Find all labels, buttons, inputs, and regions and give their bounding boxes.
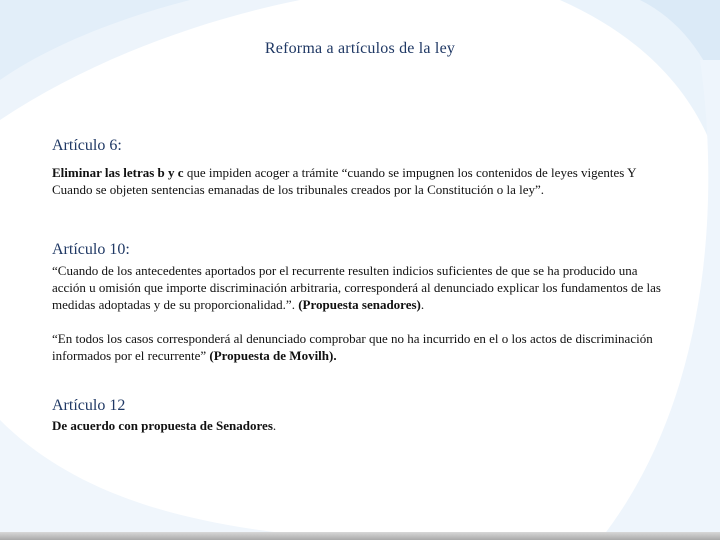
article-10-p2-body: “En todos los casos corresponderá al denunciado comprobar que no ha incurrido en el o los actos de discriminación informados por el recurrente” (52, 331, 653, 363)
bottom-bar (0, 532, 720, 540)
article-12-text (52, 417, 672, 434)
article-6-heading: Artículo 6: (52, 137, 122, 154)
article-10-p2-bold: (Propuesta de Movilh). (209, 348, 337, 363)
article-6-section (52, 136, 672, 198)
article-6-body: que impiden acoger a trámite “cuando se impugnen los contenidos de leyes vigentes Y Cuando se objeten sentencias emanadas de los tribunales creados por la Constitución o la ley”. (52, 165, 637, 197)
article-12-heading: Artículo 12 (52, 397, 126, 414)
article-12-end: . (272, 418, 277, 433)
article-10-p1-body: “Cuando de los antecedentes aportados por el recurrente resulten indicios suficientes de que se ha producido una acción u omisión que importe discriminación arbitraria, corresponderá al denunciado explicar los fundamentos de las medidas adoptadas y de su proporcionalidad.”. (52, 263, 661, 312)
article-10-section (52, 240, 672, 364)
article-10-heading: Artículo 10: (52, 241, 130, 258)
article-12-section (52, 396, 672, 434)
article-6-text (52, 164, 672, 198)
article-10-p1-bold: (Propuesta senadores) (298, 297, 421, 312)
article-10-paragraph-2 (52, 330, 672, 364)
article-10-p1-end: . (420, 297, 425, 312)
page-title: Reforma a artículos de la ley (264, 40, 456, 57)
article-12-bold: De acuerdo con propuesta de Senadores (52, 418, 273, 433)
article-10-paragraph-1 (52, 262, 672, 313)
article-6-bold: Eliminar las letras b y c (52, 165, 184, 180)
